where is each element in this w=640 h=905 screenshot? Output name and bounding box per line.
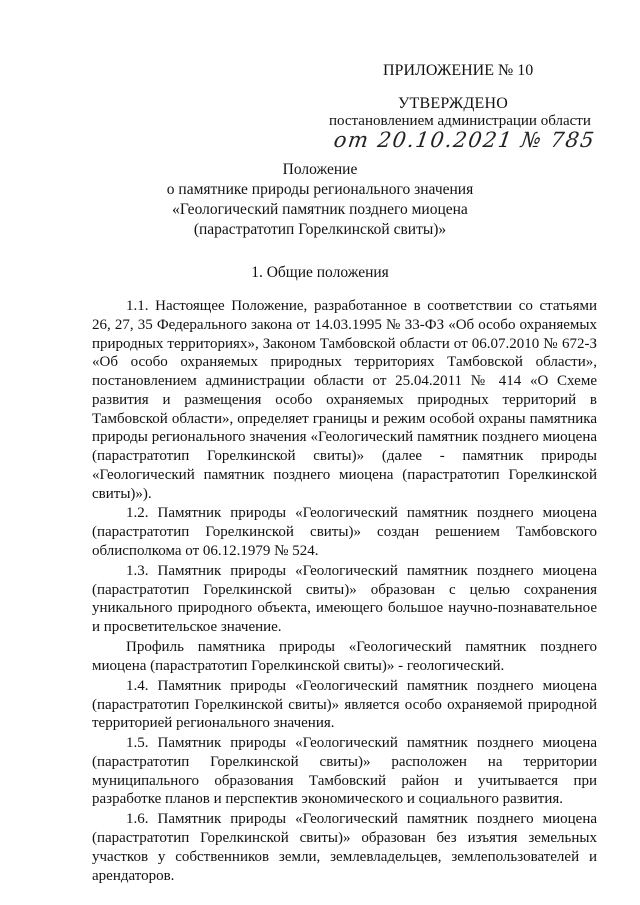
appendix-label: ПРИЛОЖЕНИЕ № 10 xyxy=(383,62,534,79)
document-subtitle-line: о памятнике природы регионального значения xyxy=(166,181,474,198)
paragraph-1-4: 1.4. Памятник природы «Геологический памятник позднего миоцена (парастратотип Горелкинской свиты)» является особо охраняемой природной территорией регионального значения. xyxy=(92,677,597,732)
paragraph-profile: Профиль памятника природы «Геологический памятник позднего миоцена (парастратотип Горелкинской свиты)» - геологический. xyxy=(92,639,597,674)
paragraph-1-6: 1.6. Памятник природы «Геологический памятник позднего миоцена (парастратотип Горелкинской свиты)» образован без изъятия земельных участков у собственников земли, землевладельцев, землепользователей и арендаторов. xyxy=(92,811,597,884)
paragraph-1-3: 1.3. Памятник природы «Геологический памятник позднего миоцена (парастратотип Горелкинской свиты)» образован с целью сохранения уникального природного объекта, имеющего большое научно-познавательное и просветительское значение. xyxy=(92,562,597,636)
section-body xyxy=(92,297,597,887)
decree-line: постановлением администрации области xyxy=(329,113,591,129)
document-subtitle-line: (парастратотип Горелкинской свиты)» xyxy=(193,221,447,238)
handwritten-date-number: от 20.10.2021 № 785 xyxy=(332,128,597,152)
section-heading: 1. Общие положения xyxy=(251,264,389,281)
document-subtitle-line: «Геологический памятник позднего миоцена xyxy=(172,201,468,218)
paragraph-1-2: 1.2. Памятник природы «Геологический памятник позднего миоцена (парастратотип Горелкинской свиты)» создан решением Тамбовского облисполкома от 06.12.1979 № 524. xyxy=(92,505,597,559)
paragraph-1-1: 1.1. Настоящее Положение, разработанное в соответствии со статьями 26, 27, 35 Федерального закона от 14.03.1995 № 33-ФЗ «Об особо охраняемых природных территориях», Законом Тамбовской области от 06.07.2010 № 672-З «Об особо охраняемых природных территориях Тамбовской области», постановлением администрации области от 25.04.2011 № 414 «О Схеме развития и размещения особо охраняемых природных территорий в Тамбовской области», определяет границы и режим особой охраны памятника природы регионального значения «Геологический памятник позднего миоцена (парастратотип Горелкинской свиты)» (далее - памятник природы «Геологический памятник позднего миоцена (парастратотип Горелкинской свиты)»). xyxy=(92,298,597,502)
paragraph-1-5: 1.5. Памятник природы «Геологический памятник позднего миоцена (парастратотип Горелкинской свиты)» расположен на территории муниципального образования Тамбовский район и учитывается при разработке планов и перспектив экономического и социального развития. xyxy=(92,735,597,808)
approved-label: УТВЕРЖДЕНО xyxy=(398,95,509,112)
document-title: Положение xyxy=(282,161,358,178)
